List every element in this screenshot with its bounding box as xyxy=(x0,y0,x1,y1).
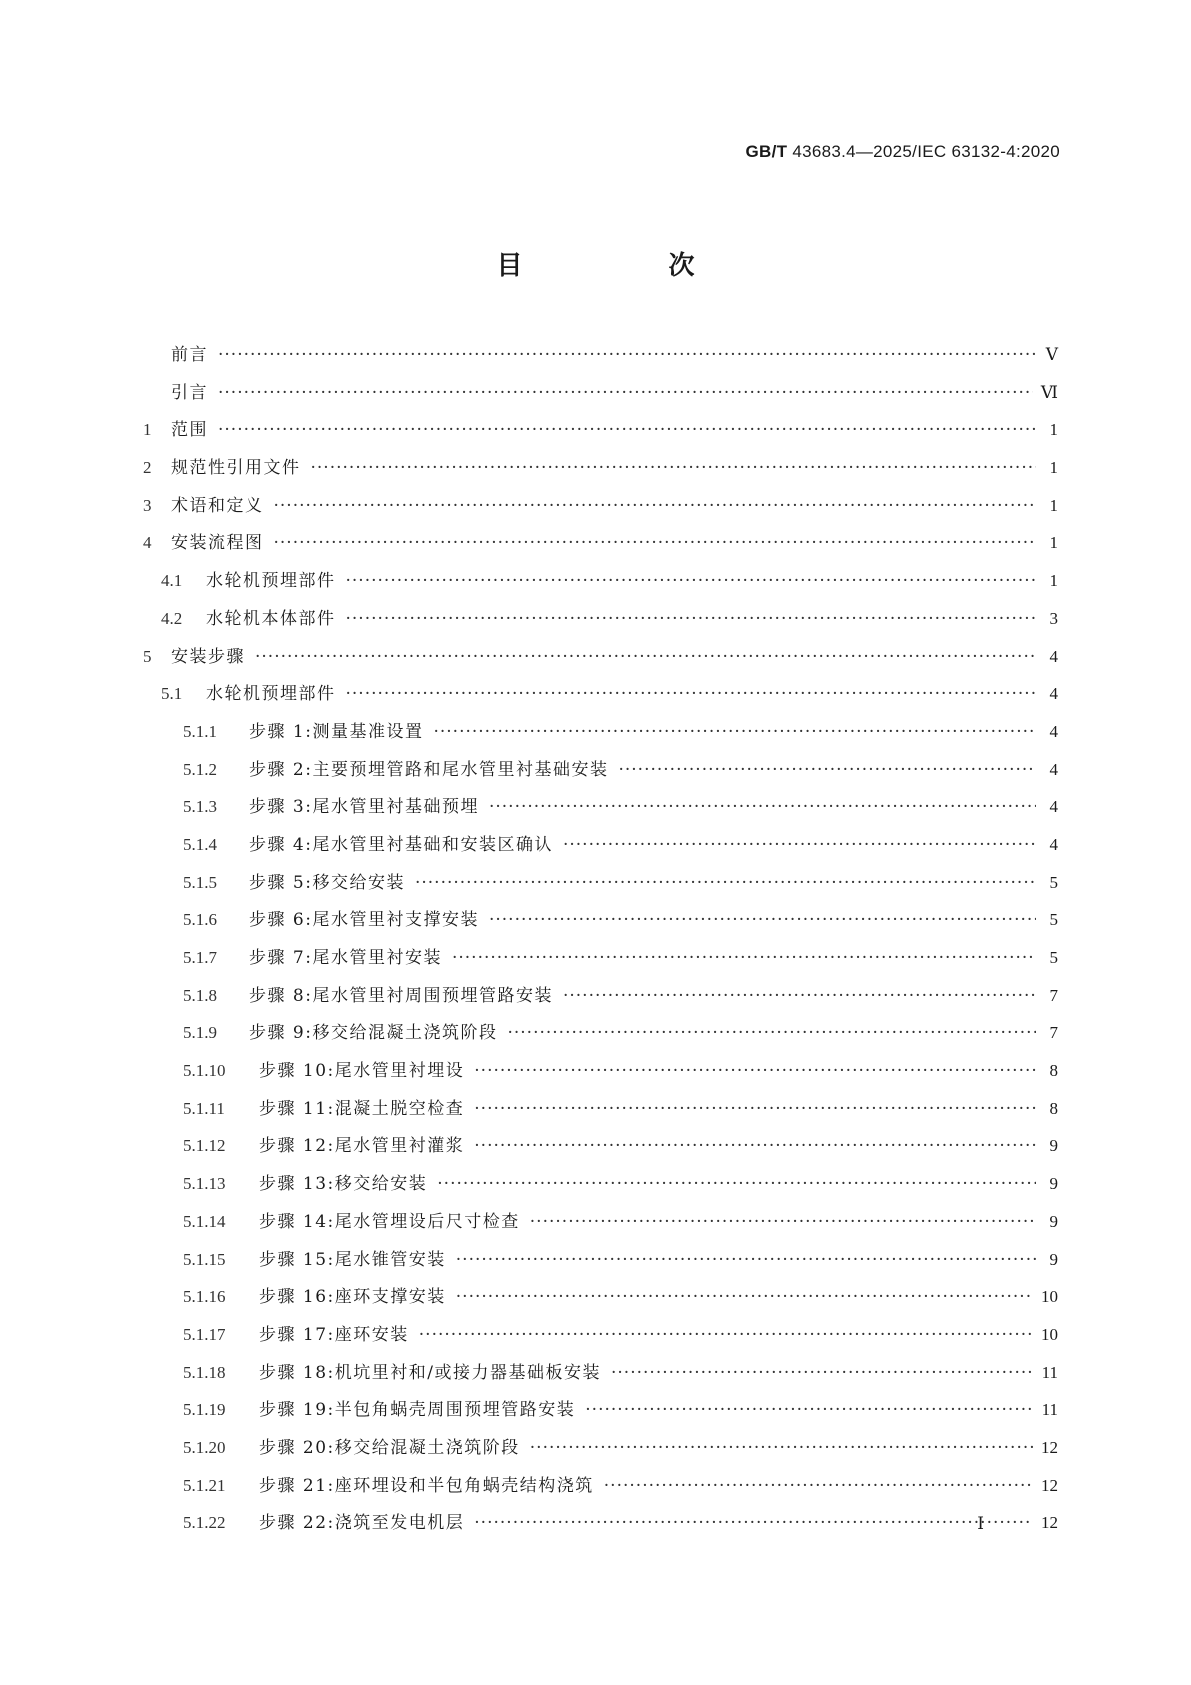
toc-entry-number: 5.1.1 xyxy=(183,721,217,741)
toc-entry-title: 步骤 6:尾水管里衬支撑安装 xyxy=(249,910,479,931)
toc-entry-number: 5.1.10 xyxy=(183,1061,226,1081)
toc-entry[interactable] xyxy=(143,1278,1058,1316)
toc-entry-page: 4 xyxy=(1049,721,1058,741)
toc-entry-number: 5.1.16 xyxy=(183,1287,226,1307)
toc-entry-number: 5.1.15 xyxy=(183,1249,226,1269)
toc-entry-page: 5 xyxy=(1049,872,1058,892)
toc-entry[interactable] xyxy=(143,864,1058,902)
toc-dot-leader xyxy=(218,375,1033,413)
toc-entry-number: 5.1.7 xyxy=(183,948,217,967)
toc-entry-page: 10 xyxy=(1041,1287,1058,1307)
toc-dot-leader xyxy=(563,978,1036,1016)
toc-entry-page: 8 xyxy=(1049,1061,1058,1081)
standard-code-rest: 43683.4—2025/IEC 63132-4:2020 xyxy=(792,142,1060,161)
toc-entry-number: 5 xyxy=(143,646,152,666)
toc-entry-title: 步骤 10:尾水管里衬埋设 xyxy=(259,1061,465,1082)
toc-entry[interactable] xyxy=(143,1052,1058,1090)
toc-entry-page: 10 xyxy=(1041,1324,1058,1344)
toc-entry[interactable] xyxy=(143,713,1058,751)
toc-entry-number: 5.1 xyxy=(161,684,183,704)
toc-entry-title: 步骤 15:尾水锥管安装 xyxy=(259,1249,446,1270)
toc-entry[interactable] xyxy=(143,1090,1058,1128)
toc-dot-leader xyxy=(474,1128,1036,1166)
toc-dot-leader xyxy=(419,1317,1033,1355)
toc-entry-number: 5.1.11 xyxy=(183,1098,225,1118)
toc-entry[interactable] xyxy=(143,751,1058,789)
toc-entry[interactable] xyxy=(143,562,1058,600)
toc-entry-page: 1 xyxy=(1049,458,1058,478)
toc-entry-page: 11 xyxy=(1041,1400,1058,1420)
toc-dot-leader xyxy=(433,714,1036,752)
toc-dot-leader xyxy=(530,1204,1036,1242)
toc-dot-leader xyxy=(456,1242,1036,1280)
page-title: 目 次 xyxy=(496,251,755,281)
toc-entry-title: 步骤 16:座环支撑安装 xyxy=(259,1287,446,1308)
toc-entry-page: Ⅵ xyxy=(1040,382,1058,402)
toc-entry-page: 1 xyxy=(1049,495,1058,515)
toc-entry-title: 步骤 7:尾水管里衬安装 xyxy=(249,948,442,968)
toc-entry-title: 步骤 5:移交给安装 xyxy=(249,872,405,893)
toc-entry-title: 步骤 1:测量基准设置 xyxy=(249,721,424,742)
toc-entry-page: 3 xyxy=(1049,608,1058,628)
toc-entry[interactable] xyxy=(143,600,1058,638)
toc-entry-number: 5.1.8 xyxy=(183,985,217,1005)
toc-entry-page: 12 xyxy=(1041,1513,1058,1533)
toc-entry-number: 5.1.5 xyxy=(183,872,217,892)
toc-dot-leader xyxy=(611,1355,1034,1393)
toc-entry-title: 前言 xyxy=(171,345,208,365)
toc-entry[interactable] xyxy=(143,939,1058,977)
toc-entry-title: 范围 xyxy=(171,420,208,441)
toc-dot-leader xyxy=(346,601,1037,639)
toc-entry[interactable] xyxy=(143,374,1058,412)
toc-entry-title: 水轮机预埋部件 xyxy=(206,571,336,592)
toc-dot-leader xyxy=(563,827,1036,865)
toc-entry-page: 8 xyxy=(1049,1098,1058,1118)
toc-entry[interactable] xyxy=(143,1504,1058,1542)
toc-entry-page: 4 xyxy=(1049,646,1058,666)
toc-entry-page: 1 xyxy=(1049,571,1058,591)
toc-entry[interactable] xyxy=(143,449,1058,487)
toc-entry-title: 安装步骤 xyxy=(171,646,245,667)
toc-dot-leader xyxy=(437,1166,1036,1204)
toc-entry-page: 1 xyxy=(1049,420,1058,440)
toc-entry[interactable] xyxy=(143,411,1058,449)
toc-entry-title: 步骤 22:浇筑至发电机层 xyxy=(259,1513,465,1534)
toc-dot-leader xyxy=(415,865,1036,903)
toc-dot-leader xyxy=(474,1091,1036,1129)
toc-entry-page: 1 xyxy=(1049,533,1058,553)
toc-entry-page: Ⅴ xyxy=(1045,345,1058,364)
toc-entry-page: 7 xyxy=(1049,1023,1058,1043)
toc-entry[interactable] xyxy=(143,1354,1058,1392)
toc-entry-page: 4 xyxy=(1049,684,1058,704)
toc-entry-number: 5.1.17 xyxy=(183,1324,226,1344)
toc-dot-leader xyxy=(530,1430,1033,1468)
toc-entry-page: 9 xyxy=(1049,1174,1058,1194)
toc-entry-number: 5.1.13 xyxy=(183,1174,226,1194)
toc-entry-title: 规范性引用文件 xyxy=(171,458,301,479)
toc-entry-number: 5.1.22 xyxy=(183,1513,226,1533)
toc-entry-page: 12 xyxy=(1041,1475,1058,1495)
toc-entry-number: 4 xyxy=(143,533,152,553)
toc-entry-page: 4 xyxy=(1049,759,1058,779)
toc-entry-title: 步骤 19:半包角蜗壳周围预埋管路安装 xyxy=(259,1400,576,1421)
toc-entry-title: 步骤 8:尾水管里衬周围预埋管路安装 xyxy=(249,985,553,1006)
toc-entry[interactable] xyxy=(143,1316,1058,1354)
toc-entry-page: 9 xyxy=(1049,1136,1058,1156)
toc-dot-leader xyxy=(585,1392,1033,1430)
toc-entry-page: 12 xyxy=(1041,1437,1058,1457)
toc-entry-page: 5 xyxy=(1049,910,1058,930)
toc-entry-title: 引言 xyxy=(171,382,208,403)
standard-code xyxy=(745,142,1060,162)
toc-entry-title: 步骤 20:移交给混凝土浇筑阶段 xyxy=(259,1437,520,1458)
toc-dot-leader xyxy=(218,412,1036,450)
toc-entry-number: 5.1.20 xyxy=(183,1437,226,1457)
toc-entry[interactable] xyxy=(143,788,1058,826)
toc-entry-number: 5.1.6 xyxy=(183,910,217,930)
toc-dot-leader xyxy=(346,676,1037,714)
toc-entry-page: 5 xyxy=(1049,948,1058,967)
toc-entry-title: 步骤 12:尾水管里衬灌浆 xyxy=(259,1136,465,1157)
toc-dot-leader xyxy=(474,1053,1036,1091)
toc-dot-leader xyxy=(456,1279,1033,1317)
toc-entry-title: 步骤 4:尾水管里衬基础和安装区确认 xyxy=(249,834,553,855)
toc-entry-number: 5.1.21 xyxy=(183,1475,226,1495)
toc-entry[interactable] xyxy=(143,487,1058,525)
toc-entry-title: 步骤 14:尾水管埋设后尺寸检查 xyxy=(259,1211,520,1232)
toc-dot-leader xyxy=(618,752,1036,790)
toc-entry[interactable] xyxy=(143,1391,1058,1429)
toc-entry-number: 4.2 xyxy=(161,608,183,628)
toc-entry[interactable] xyxy=(143,336,1058,374)
toc-dot-leader xyxy=(346,563,1037,601)
toc-entry[interactable] xyxy=(143,638,1058,676)
toc-dot-leader xyxy=(452,940,1036,978)
toc-entry-title: 水轮机本体部件 xyxy=(206,608,336,629)
toc-entry-title: 步骤 2:主要预埋管路和尾水管里衬基础安装 xyxy=(249,759,609,780)
toc-entry-title: 步骤 9:移交给混凝土浇筑阶段 xyxy=(249,1023,498,1044)
toc-entry-number: 5.1.4 xyxy=(183,834,217,854)
toc-dot-leader xyxy=(274,525,1037,563)
toc-entry-number: 5.1.18 xyxy=(183,1362,226,1382)
toc-entry-number: 5.1.2 xyxy=(183,759,217,779)
toc-entry[interactable] xyxy=(143,1203,1058,1241)
toc-entry-title: 步骤 18:机坑里衬和/或接力器基础板安装 xyxy=(259,1362,601,1383)
toc-dot-leader xyxy=(474,1505,1033,1543)
toc-entry[interactable] xyxy=(143,1467,1058,1505)
toc-entry[interactable] xyxy=(143,1241,1058,1279)
toc-entry[interactable] xyxy=(143,826,1058,864)
toc-entry-number: 5.1.14 xyxy=(183,1211,226,1231)
toc-entry-title: 步骤 21:座环埋设和半包角蜗壳结构浇筑 xyxy=(259,1475,594,1496)
toc-dot-leader xyxy=(218,337,1036,375)
toc-entry[interactable] xyxy=(143,524,1058,562)
toc-entry-page: 11 xyxy=(1041,1362,1058,1382)
toc-dot-leader xyxy=(274,488,1037,526)
toc-entry-number: 5.1.9 xyxy=(183,1023,217,1043)
toc-dot-leader xyxy=(489,789,1036,827)
toc-entry[interactable] xyxy=(143,675,1058,713)
toc-entry-number: 1 xyxy=(143,420,152,440)
toc-entry[interactable] xyxy=(143,1165,1058,1203)
toc-entry-title: 步骤 11:混凝土脱空检查 xyxy=(259,1098,465,1119)
page-number: Ⅰ xyxy=(977,1514,984,1533)
toc-dot-leader xyxy=(604,1468,1033,1506)
toc-entry-page: 4 xyxy=(1049,834,1058,854)
toc-entry[interactable] xyxy=(143,901,1058,939)
toc-dot-leader xyxy=(255,639,1036,677)
toc-entry[interactable] xyxy=(143,1429,1058,1467)
toc-dot-leader xyxy=(507,1015,1036,1053)
toc-entry-number: 4.1 xyxy=(161,571,183,591)
toc-entry-title: 水轮机预埋部件 xyxy=(206,684,336,705)
toc-entry-number: 5.1.3 xyxy=(183,797,217,817)
toc-entry-page: 7 xyxy=(1049,985,1058,1005)
toc-dot-leader xyxy=(311,450,1037,488)
toc-entry-page: 4 xyxy=(1049,797,1058,817)
toc-entry[interactable] xyxy=(143,1014,1058,1052)
standard-code-prefix: GB/T xyxy=(745,142,788,161)
toc-entry-title: 步骤 3:尾水管里衬基础预埋 xyxy=(249,797,479,818)
toc-entry-title: 安装流程图 xyxy=(171,533,264,554)
table-of-contents xyxy=(143,336,1058,1542)
toc-entry[interactable] xyxy=(143,1127,1058,1165)
toc-entry-title: 术语和定义 xyxy=(171,495,264,516)
toc-entry[interactable] xyxy=(143,977,1058,1015)
toc-entry-title: 步骤 13:移交给安装 xyxy=(259,1174,428,1195)
toc-entry-number: 5.1.19 xyxy=(183,1400,226,1420)
toc-entry-number: 5.1.12 xyxy=(183,1136,226,1156)
toc-entry-number: 2 xyxy=(143,458,152,478)
toc-dot-leader xyxy=(489,902,1036,940)
toc-entry-number: 3 xyxy=(143,495,152,515)
toc-entry-page: 9 xyxy=(1049,1211,1058,1231)
toc-entry-page: 9 xyxy=(1049,1249,1058,1269)
toc-entry-title: 步骤 17:座环安装 xyxy=(259,1324,409,1345)
